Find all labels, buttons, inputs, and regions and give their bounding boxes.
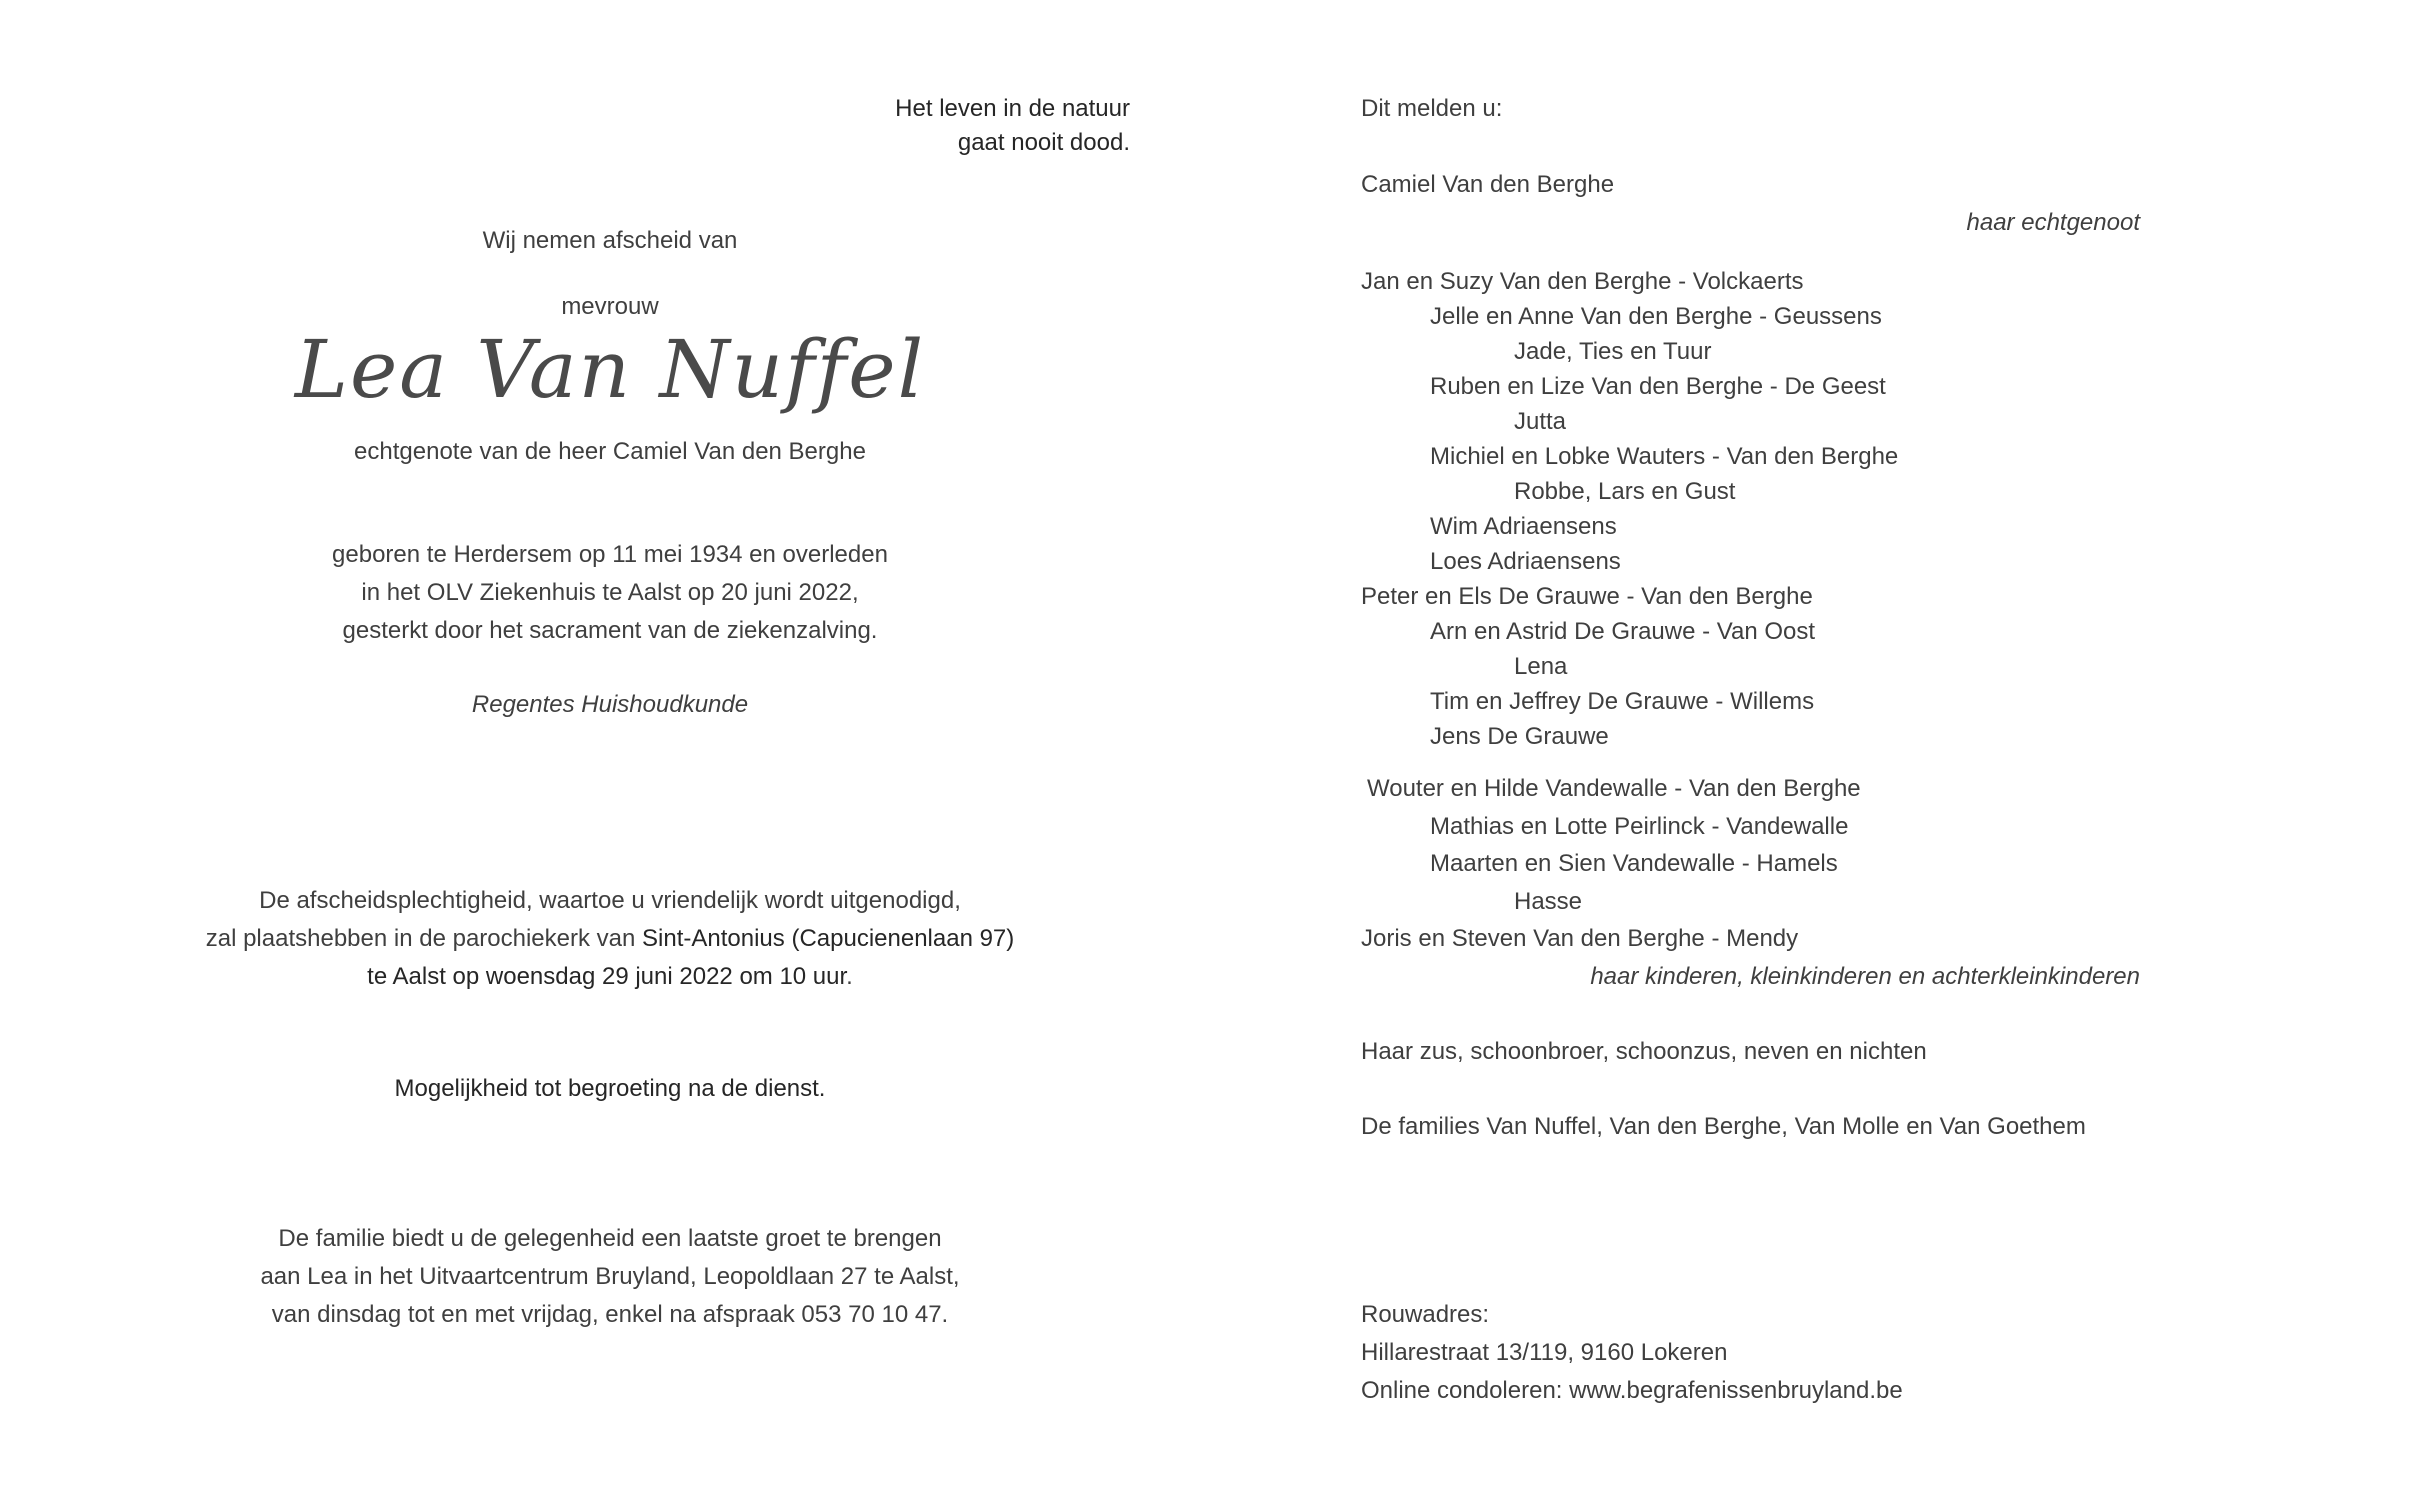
husband-name: Camiel Van den Berghe xyxy=(1361,171,1615,198)
family-line: Jutta xyxy=(1514,408,1567,435)
visit-line-2: aan Lea in het Uitvaartcentrum Bruyland, Leopoldlaan 27 te Aalst, xyxy=(260,1263,960,1290)
children-role: haar kinderen, kleinkinderen en achterkleinkinderen xyxy=(1590,963,2140,990)
ceremony-prefix: zal plaatshebben in de parochiekerk van xyxy=(205,925,643,952)
intro-text: Wij nemen afscheid van xyxy=(482,227,738,254)
family-line: Jelle en Anne Van den Berghe - Geussens xyxy=(1430,303,1882,330)
birth-death-line-2: in het OLV Ziekenhuis te Aalst op 20 juni 2022, xyxy=(361,579,859,606)
family-line: Jens De Grauwe xyxy=(1430,723,1609,750)
visit-line-3: van dinsdag tot en met vrijdag, enkel na afspraak 053 70 10 47. xyxy=(271,1301,949,1328)
ceremony-place: Sint-Antonius (Capucienenlaan 97) xyxy=(642,925,1015,952)
family-line: Maarten en Sien Vandewalle - Hamels xyxy=(1430,850,1838,877)
family-line: Hasse xyxy=(1514,888,1583,915)
family-line: Michiel en Lobke Wauters - Van den Berghe xyxy=(1430,443,1899,470)
online-condolence: Online condoleren: www.begrafenissenbruyland.be xyxy=(1361,1377,1903,1404)
family-line: Mathias en Lotte Peirlinck - Vandewalle xyxy=(1430,813,1849,840)
announce-text: Dit melden u: xyxy=(1361,95,1503,122)
family-line: Lena xyxy=(1514,653,1568,680)
profession: Regentes Huishoudkunde xyxy=(471,691,749,718)
family-line: Jan en Suzy Van den Berghe - Volckaerts xyxy=(1361,268,1804,295)
motto-line-1: Het leven in de natuur xyxy=(895,95,1130,122)
birth-death-line-1: geboren te Herdersem op 11 mei 1934 en overleden xyxy=(332,541,888,568)
family-line: Tim en Jeffrey De Grauwe - Willems xyxy=(1430,688,1815,715)
family-line: Joris en Steven Van den Berghe - Mendy xyxy=(1361,925,1799,952)
visit-line-1: De familie biedt u de gelegenheid een laatste groet te brengen xyxy=(278,1225,942,1252)
siblings-line: Haar zus, schoonbroer, schoonzus, neven en nichten xyxy=(1361,1038,1927,1065)
husband-role: haar echtgenoot xyxy=(1966,209,2140,236)
family-line: Wouter en Hilde Vandewalle - Van den Berghe xyxy=(1367,775,1861,802)
ceremony-line-3 xyxy=(200,960,1020,994)
motto-line-2: gaat nooit dood. xyxy=(957,129,1130,156)
spouse-line: echtgenote van de heer Camiel Van den Berghe xyxy=(354,438,866,465)
deceased-name: Lea Van Nuffel xyxy=(294,323,926,416)
ceremony-suffix: . xyxy=(846,963,853,990)
ceremony-line-2 xyxy=(200,922,1020,956)
family-line: Arn en Astrid De Grauwe - Van Oost xyxy=(1430,618,1816,645)
title-text: mevrouw xyxy=(561,293,659,320)
greeting-note: Mogelijkheid tot begroeting na de dienst. xyxy=(394,1075,826,1102)
families-line: De families Van Nuffel, Van den Berghe, Van Molle en Van Goethem xyxy=(1361,1113,2086,1140)
family-line: Loes Adriaensens xyxy=(1430,548,1621,575)
family-line: Robbe, Lars en Gust xyxy=(1514,478,1736,505)
family-line: Wim Adriaensens xyxy=(1430,513,1617,540)
family-line: Jade, Ties en Tuur xyxy=(1514,338,1712,365)
address-text: Hillarestraat 13/119, 9160 Lokeren xyxy=(1361,1339,1728,1366)
birth-death-line-3: gesterkt door het sacrament van de ziekenzalving. xyxy=(342,617,878,644)
address-label: Rouwadres: xyxy=(1361,1301,1490,1328)
ceremony-line-1: De afscheidsplechtigheid, waartoe u vriendelijk wordt uitgenodigd, xyxy=(259,887,961,914)
family-line: Peter en Els De Grauwe - Van den Berghe xyxy=(1361,583,1813,610)
ceremony-datetime: te Aalst op woensdag 29 juni 2022 om 10 uur xyxy=(367,963,847,990)
family-line: Ruben en Lize Van den Berghe - De Geest xyxy=(1430,373,1886,400)
